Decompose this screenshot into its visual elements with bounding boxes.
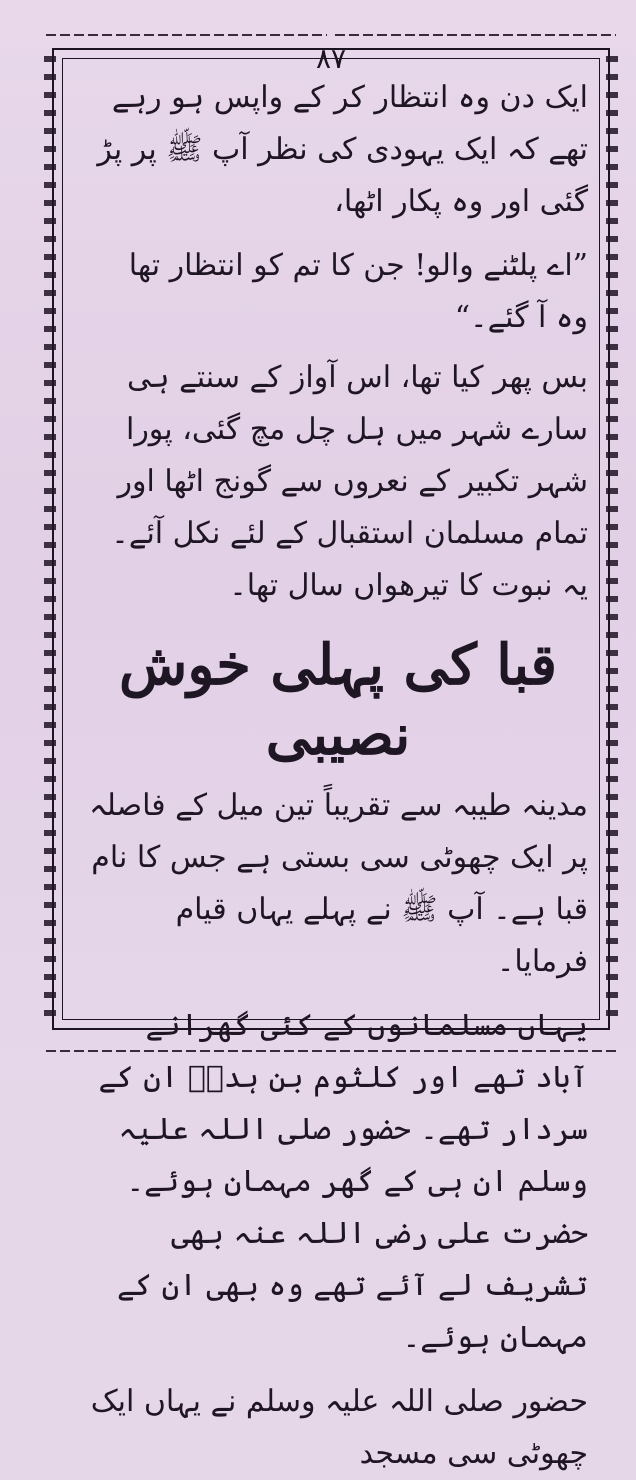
paragraph-3: بس پھر کیا تھا، اس آواز کے سنتے ہی سارے شہر میں ہل چل مچ گئی، پورا شہر تکبیر کے نعروں سے گونج اٹھا اور تمام مسلمان استقبال کے لئے نکل آئے۔ یہ نبوت کا تیرھواں سال تھا۔	[111, 360, 588, 603]
page-number: ۸۷	[315, 42, 347, 75]
main-text	[88, 72, 588, 1471]
top-ornament-left-line	[46, 34, 327, 36]
top-ornament	[46, 24, 616, 75]
paragraph-5: یہاں مسلمانوں کے کئی گھرانے آباد تھے اور کلثوم بن ہدمؓ ان کے سردار تھے۔ حضور صلی اللہ علیہ وسلم ان ہی کے گھر مہمان ہوئے۔ حضرت علی رضی اللہ عنہ بھی تشریف لے آئے تھے وہ بھی ان کے مہمان ہوئے۔	[98, 1008, 588, 1355]
top-ornament-right-line	[335, 34, 616, 36]
paragraph-6: حضور صلی اللہ علیہ وسلم نے یہاں ایک چھوٹی سی مسجد	[90, 1384, 588, 1471]
paragraph-quote: ”اے پلٹنے والو! جن کا تم کو انتظار تھا وہ آ گئے۔“	[128, 248, 588, 335]
bottom-ornament	[46, 1040, 616, 1062]
paragraph-1: ایک دن وہ انتظار کر کے واپس ہو رہے تھے کہ ایک یہودی کی نظر آپ ﷺ پر پڑ گئی اور وہ پکار اٹھا،	[97, 80, 588, 219]
section-heading: قبا کی پہلی خوش نصیبی	[118, 632, 558, 768]
bottom-ornament-line	[46, 1050, 616, 1052]
paragraph-4: مدینہ طیبہ سے تقریباً تین میل کے فاصلہ پر ایک چھوٹی سی بستی ہے جس کا نام قبا ہے۔ آپ ﷺ نے پہلے یہاں قیام فرمایا۔	[89, 788, 588, 979]
